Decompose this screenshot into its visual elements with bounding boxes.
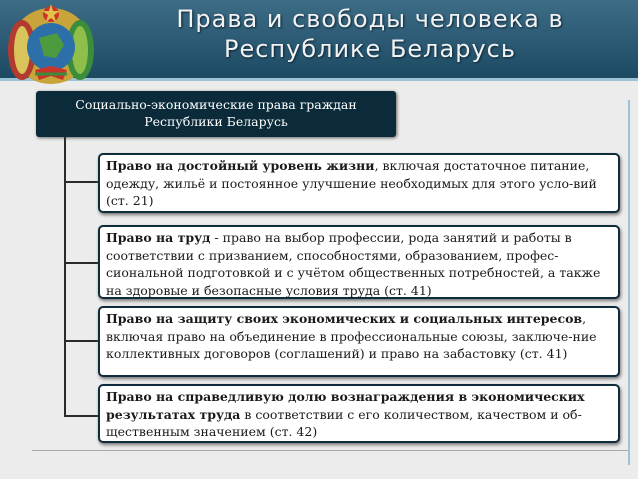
right-item-title: Право на справедливую долю вознаграждения в экономических результатах труда [106, 389, 585, 422]
title-line-1: Права и свободы человека в [176, 5, 564, 33]
slide-title [110, 4, 630, 64]
section-heading-line-1: Социально-экономические права граждан [75, 97, 357, 112]
tree-connector-vertical [64, 137, 66, 417]
header-banner [0, 0, 638, 81]
right-item-title: Право на достойный уровень жизни [106, 158, 375, 173]
right-item-text: - право на выбор профессии, рода занятий и работы в соответствии с призванием, способностями, образованием, профес-сиональной подготовкой и с учётом общественных потребностей, а также на здоровые и безопасные условия труда (ст. 41) [106, 230, 601, 298]
title-line-2: Республике Беларусь [223, 35, 516, 63]
tree-connector-branch [64, 262, 98, 264]
right-item-text: , включая право на объединение в профессиональные союзы, заключе-ние коллективных договоров (соглашений) и право на забастовку (ст. 41) [106, 311, 597, 361]
decorative-side-line [628, 100, 630, 465]
tree-connector-branch [64, 340, 98, 342]
right-item-text: , включая достаточное питание, одежду, жильё и постоянное улучшение необходимых для этого усло-вий (ст. 21) [106, 158, 597, 208]
tree-connector-branch [64, 181, 98, 183]
right-item-interests-protection [98, 306, 620, 377]
right-item-title: Право на защиту своих экономических и социальных интересов [106, 311, 583, 326]
tree-connector-branch [64, 415, 98, 417]
section-heading-line-2: Республики Беларусь [144, 114, 288, 129]
right-item-text: в соответствии с его количеством, качеством и об-щественным значением (ст. 42) [106, 406, 582, 439]
section-heading [36, 91, 396, 137]
right-item-living-standard [98, 153, 620, 213]
state-emblem-icon [2, 0, 100, 86]
decorative-bottom-line [32, 450, 628, 451]
right-item-labor [98, 225, 620, 299]
right-item-fair-remuneration [98, 384, 620, 443]
right-item-title: Право на труд [106, 230, 211, 245]
